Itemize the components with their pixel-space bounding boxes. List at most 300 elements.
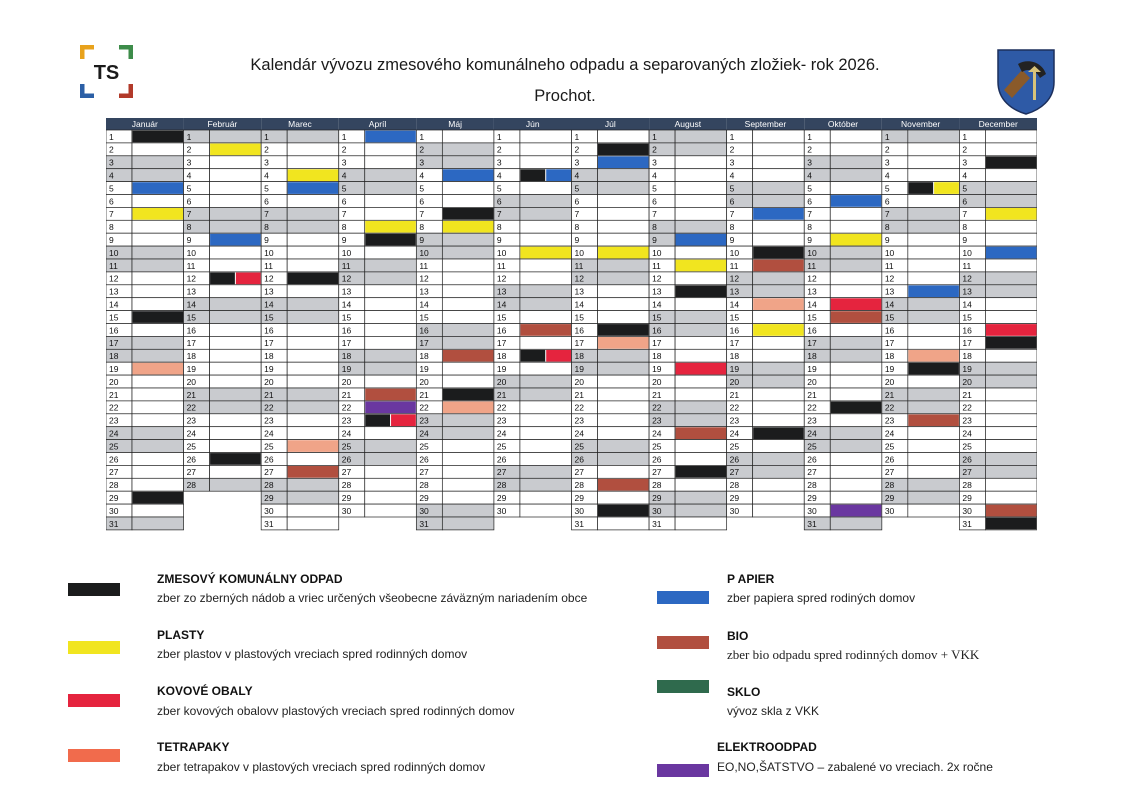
day-collection-cell xyxy=(675,453,727,466)
day-collection-cell xyxy=(520,182,572,195)
day-number: 29 xyxy=(884,493,895,503)
day-collection-cell xyxy=(675,324,727,337)
day-collection-cell xyxy=(753,440,805,453)
day-collection-cell xyxy=(210,349,262,362)
day-number: 11 xyxy=(652,260,661,271)
day-collection-cell xyxy=(908,207,960,220)
legend-title-kovove: KOVOVÉ OBALY xyxy=(157,684,253,698)
day-collection-cell xyxy=(365,143,417,156)
day-number: 30 xyxy=(574,505,584,516)
day-number: 3 xyxy=(807,157,812,168)
day-collection-cell xyxy=(908,169,960,182)
day-collection-cell xyxy=(442,233,494,246)
day-collection-cell xyxy=(210,440,262,453)
collection-mark-zmesovy xyxy=(676,466,727,478)
collection-mark-zmesovy xyxy=(443,389,494,401)
day-collection-cell xyxy=(210,220,262,233)
day-number: 20 xyxy=(341,376,352,387)
day-number: 28 xyxy=(109,480,119,491)
day-collection-cell xyxy=(132,465,184,478)
day-number: 22 xyxy=(186,402,197,413)
day-number: 21 xyxy=(109,389,119,400)
day-number: 18 xyxy=(574,351,584,362)
collection-mark-bio xyxy=(598,479,649,491)
day-number: 25 xyxy=(186,441,197,452)
day-number: 2 xyxy=(962,144,968,155)
month-name: August xyxy=(674,119,702,129)
day-number: 1 xyxy=(186,131,192,142)
day-number: 30 xyxy=(341,505,352,516)
day-collection-cell xyxy=(132,285,184,298)
day-number: 6 xyxy=(419,196,425,207)
day-number: 12 xyxy=(109,273,119,284)
day-collection-cell xyxy=(287,156,339,169)
day-number: 31 xyxy=(109,518,119,529)
day-collection-cell xyxy=(210,414,262,427)
day-collection-cell xyxy=(830,259,882,272)
day-collection-cell xyxy=(985,453,1037,466)
day-number: 14 xyxy=(962,299,972,310)
day-collection-cell xyxy=(908,130,960,143)
day-number: 31 xyxy=(652,518,662,529)
day-collection-cell xyxy=(287,259,339,272)
day-collection-cell xyxy=(287,298,339,311)
day-collection-cell xyxy=(365,195,417,208)
day-number: 18 xyxy=(109,351,119,362)
day-number: 6 xyxy=(962,196,968,207)
collection-mark-papier xyxy=(986,247,1037,259)
day-collection-cell xyxy=(365,453,417,466)
day-collection-cell xyxy=(287,143,339,156)
day-collection-cell xyxy=(132,156,184,169)
day-collection-cell xyxy=(287,375,339,388)
day-collection-cell xyxy=(365,349,417,362)
day-number: 23 xyxy=(729,415,740,426)
day-number: 28 xyxy=(574,480,584,491)
day-number: 4 xyxy=(652,170,657,181)
day-number: 13 xyxy=(807,286,817,297)
collection-mark-kovove xyxy=(831,298,882,310)
day-number: 25 xyxy=(807,441,817,452)
day-number: 30 xyxy=(962,505,972,516)
day-number: 17 xyxy=(962,338,972,349)
day-number: 22 xyxy=(419,402,429,413)
day-number: 1 xyxy=(341,131,347,142)
day-collection-cell xyxy=(442,336,494,349)
day-collection-cell xyxy=(442,414,494,427)
day-number: 28 xyxy=(341,480,352,491)
day-collection-cell xyxy=(830,349,882,362)
day-number: 28 xyxy=(884,480,895,491)
day-collection-cell xyxy=(442,156,494,169)
day-collection-cell xyxy=(132,440,184,453)
day-number: 4 xyxy=(496,170,502,181)
day-collection-cell xyxy=(753,285,805,298)
day-number: 11 xyxy=(419,260,429,271)
collection-mark-zmesovy xyxy=(753,247,804,259)
day-number: 9 xyxy=(186,235,192,245)
day-number: 16 xyxy=(341,325,352,336)
collection-mark-zmesovy xyxy=(443,208,494,220)
day-number: 6 xyxy=(884,196,890,207)
day-collection-cell xyxy=(287,285,339,298)
day-number: 16 xyxy=(186,325,197,336)
day-collection-cell xyxy=(908,388,960,401)
day-number: 15 xyxy=(807,312,817,323)
day-number: 11 xyxy=(341,260,351,271)
day-collection-cell xyxy=(210,311,262,324)
day-number: 19 xyxy=(186,364,197,374)
day-collection-cell xyxy=(442,478,494,491)
day-collection-cell xyxy=(908,311,960,324)
day-number: 9 xyxy=(574,235,580,245)
day-collection-cell xyxy=(985,169,1037,182)
day-number: 1 xyxy=(729,131,735,142)
day-collection-cell xyxy=(132,169,184,182)
day-number: 20 xyxy=(574,376,584,387)
day-collection-cell xyxy=(985,491,1037,504)
day-collection-cell xyxy=(675,207,727,220)
day-collection-cell xyxy=(908,156,960,169)
collection-mark-zmesovy xyxy=(288,273,339,285)
day-number: 1 xyxy=(652,131,657,142)
collection-mark-bio xyxy=(443,350,494,362)
day-collection-cell xyxy=(985,195,1037,208)
day-number: 5 xyxy=(186,183,192,194)
day-collection-cell xyxy=(598,440,650,453)
day-number: 11 xyxy=(109,260,118,271)
day-collection-cell xyxy=(830,440,882,453)
day-number: 26 xyxy=(264,454,274,465)
collection-mark-papier xyxy=(753,208,804,220)
day-number: 27 xyxy=(419,467,429,478)
day-number: 9 xyxy=(419,235,425,245)
collection-mark-zmesovy xyxy=(831,402,882,414)
month-name: Január xyxy=(131,119,158,129)
day-collection-cell xyxy=(908,220,960,233)
day-number: 7 xyxy=(574,209,580,220)
day-number: 2 xyxy=(419,144,425,155)
day-collection-cell xyxy=(753,478,805,491)
day-number: 10 xyxy=(807,247,817,258)
day-number: 23 xyxy=(884,415,895,426)
day-number: 18 xyxy=(186,351,197,362)
day-number: 10 xyxy=(264,247,274,258)
day-number: 29 xyxy=(729,493,740,503)
day-number: 10 xyxy=(729,247,740,258)
day-collection-cell xyxy=(210,362,262,375)
day-collection-cell xyxy=(985,478,1037,491)
day-number: 23 xyxy=(419,415,429,426)
day-collection-cell xyxy=(287,349,339,362)
day-number: 21 xyxy=(496,389,507,400)
day-number: 4 xyxy=(962,170,968,181)
ts-logo xyxy=(80,45,133,98)
day-number: 7 xyxy=(729,209,735,220)
day-collection-cell xyxy=(520,388,572,401)
day-number: 5 xyxy=(496,183,502,194)
day-collection-cell xyxy=(132,388,184,401)
day-number: 3 xyxy=(341,157,347,168)
day-collection-cell xyxy=(598,517,650,530)
day-collection-cell xyxy=(365,375,417,388)
collection-mark-zmesovy xyxy=(676,285,727,297)
day-collection-cell xyxy=(442,465,494,478)
day-number: 28 xyxy=(186,480,197,491)
day-collection-cell xyxy=(287,427,339,440)
day-collection-cell xyxy=(908,324,960,337)
day-number: 5 xyxy=(884,183,890,194)
day-collection-cell xyxy=(132,259,184,272)
day-number: 15 xyxy=(729,312,740,323)
day-collection-cell xyxy=(442,517,494,530)
legend-title-sklo: SKLO xyxy=(727,685,761,699)
day-collection-cell xyxy=(985,401,1037,414)
day-collection-cell xyxy=(442,272,494,285)
day-number: 22 xyxy=(807,402,817,413)
day-collection-cell xyxy=(287,311,339,324)
day-number: 31 xyxy=(962,518,972,529)
collection-mark-papier xyxy=(546,169,571,181)
day-collection-cell xyxy=(753,336,805,349)
day-collection-cell xyxy=(210,298,262,311)
day-number: 28 xyxy=(264,480,274,491)
day-collection-cell xyxy=(675,156,727,169)
day-number: 10 xyxy=(962,247,972,258)
day-number: 31 xyxy=(419,518,429,529)
day-collection-cell xyxy=(675,272,727,285)
day-number: 8 xyxy=(186,222,192,233)
day-collection-cell xyxy=(287,388,339,401)
day-collection-cell xyxy=(675,375,727,388)
day-number: 25 xyxy=(962,441,972,452)
day-collection-cell xyxy=(908,491,960,504)
day-number: 25 xyxy=(574,441,584,452)
day-collection-cell xyxy=(210,195,262,208)
day-collection-cell xyxy=(985,375,1037,388)
day-number: 2 xyxy=(496,144,502,155)
day-collection-cell xyxy=(210,169,262,182)
collection-mark-plasty xyxy=(676,260,727,272)
day-number: 17 xyxy=(419,338,429,349)
day-collection-cell xyxy=(132,401,184,414)
day-number: 18 xyxy=(419,351,429,362)
day-number: 29 xyxy=(652,493,662,503)
day-collection-cell xyxy=(675,401,727,414)
month-name: Jún xyxy=(525,119,540,129)
day-number: 9 xyxy=(109,235,114,245)
day-number: 7 xyxy=(652,209,657,220)
day-number: 24 xyxy=(574,428,584,439)
day-number: 5 xyxy=(574,183,580,194)
day-number: 17 xyxy=(109,338,119,349)
collection-mark-plasty xyxy=(520,247,571,259)
day-number: 31 xyxy=(264,518,274,529)
day-collection-cell xyxy=(520,272,572,285)
day-number: 11 xyxy=(884,260,894,271)
day-number: 2 xyxy=(264,144,269,155)
day-collection-cell xyxy=(753,182,805,195)
collection-mark-plasty xyxy=(831,234,882,246)
day-number: 26 xyxy=(729,454,740,465)
collection-mark-zmesovy xyxy=(210,273,235,285)
day-number: 7 xyxy=(962,209,968,220)
day-collection-cell xyxy=(365,156,417,169)
day-collection-cell xyxy=(132,349,184,362)
day-number: 24 xyxy=(807,428,817,439)
day-number: 26 xyxy=(419,454,429,465)
day-collection-cell xyxy=(132,233,184,246)
day-number: 29 xyxy=(574,493,584,503)
collection-mark-zmesovy xyxy=(598,324,649,336)
day-number: 4 xyxy=(341,170,347,181)
day-collection-cell xyxy=(908,272,960,285)
day-collection-cell xyxy=(675,440,727,453)
collection-mark-zmesovy xyxy=(986,518,1037,530)
day-number: 14 xyxy=(109,299,119,310)
day-collection-cell xyxy=(598,375,650,388)
day-number: 18 xyxy=(729,351,740,362)
day-collection-cell xyxy=(365,324,417,337)
day-collection-cell xyxy=(908,453,960,466)
logo-text: TS xyxy=(93,62,120,84)
legend-title-plasty: PLASTY xyxy=(157,628,205,642)
day-number: 24 xyxy=(729,428,740,439)
day-number: 17 xyxy=(496,338,507,349)
day-number: 11 xyxy=(962,260,972,271)
day-collection-cell xyxy=(830,336,882,349)
day-number: 16 xyxy=(729,325,740,336)
day-collection-cell xyxy=(985,465,1037,478)
day-number: 21 xyxy=(341,389,352,400)
day-number: 2 xyxy=(807,144,812,155)
day-collection-cell xyxy=(210,324,262,337)
day-number: 7 xyxy=(109,209,114,220)
collection-mark-zmesovy xyxy=(520,169,545,181)
day-number: 5 xyxy=(962,183,968,194)
day-number: 27 xyxy=(884,467,895,478)
day-collection-cell xyxy=(675,504,727,517)
day-collection-cell xyxy=(830,156,882,169)
day-number: 2 xyxy=(652,144,657,155)
day-number: 17 xyxy=(574,338,584,349)
legend-swatch-zmesovy xyxy=(68,583,120,596)
day-number: 9 xyxy=(962,235,968,245)
collection-mark-papier xyxy=(908,285,959,297)
day-number: 13 xyxy=(574,286,584,297)
day-number: 8 xyxy=(884,222,890,233)
collection-calendar xyxy=(106,118,1037,534)
day-number: 23 xyxy=(962,415,972,426)
day-collection-cell xyxy=(442,195,494,208)
collection-mark-plasty xyxy=(598,247,649,259)
day-collection-cell xyxy=(287,220,339,233)
day-collection-cell xyxy=(210,207,262,220)
month-name: Máj xyxy=(448,119,462,129)
day-number: 14 xyxy=(729,299,740,310)
day-collection-cell xyxy=(598,233,650,246)
day-collection-cell xyxy=(830,517,882,530)
day-number: 22 xyxy=(264,402,274,413)
day-collection-cell xyxy=(442,504,494,517)
day-collection-cell xyxy=(287,246,339,259)
day-number: 16 xyxy=(574,325,584,336)
day-number: 8 xyxy=(496,222,502,233)
day-collection-cell xyxy=(830,465,882,478)
day-collection-cell xyxy=(520,491,572,504)
day-collection-cell xyxy=(442,298,494,311)
day-number: 3 xyxy=(496,157,502,168)
day-number: 20 xyxy=(962,376,972,387)
day-collection-cell xyxy=(598,427,650,440)
day-number: 13 xyxy=(109,286,119,297)
day-collection-cell xyxy=(675,414,727,427)
day-number: 23 xyxy=(186,415,197,426)
day-number: 23 xyxy=(574,415,584,426)
day-collection-cell xyxy=(598,491,650,504)
day-collection-cell xyxy=(210,182,262,195)
day-number: 12 xyxy=(652,273,662,284)
day-number: 22 xyxy=(109,402,119,413)
day-number: 12 xyxy=(729,273,740,284)
day-number: 8 xyxy=(264,222,269,233)
day-collection-cell xyxy=(830,169,882,182)
legend-desc-tetrapaky: zber tetrapakov v plastových vreciach spred rodinných domov xyxy=(157,760,486,774)
legend-desc-elektro: EO,NO,ŠATSTVO – zabalené vo vreciach. 2x ročne xyxy=(717,760,993,774)
day-number: 25 xyxy=(729,441,740,452)
day-number: 29 xyxy=(962,493,972,503)
legend-swatch-tetrapaky xyxy=(68,749,120,762)
collection-mark-zmesovy xyxy=(908,363,959,375)
day-number: 11 xyxy=(186,260,196,271)
day-collection-cell xyxy=(598,311,650,324)
day-number: 24 xyxy=(652,428,662,439)
day-number: 13 xyxy=(729,286,740,297)
day-collection-cell xyxy=(442,182,494,195)
month-name: Október xyxy=(827,119,859,129)
day-number: 12 xyxy=(186,273,197,284)
day-number: 21 xyxy=(884,389,895,400)
day-number: 5 xyxy=(419,183,425,194)
day-number: 26 xyxy=(962,454,972,465)
day-number: 7 xyxy=(419,209,425,220)
legend-title-bio: BIO xyxy=(727,629,749,643)
day-number: 4 xyxy=(807,170,812,181)
collection-mark-kovove xyxy=(391,414,416,426)
day-collection-cell xyxy=(830,207,882,220)
day-number: 31 xyxy=(574,518,584,529)
day-number: 22 xyxy=(652,402,662,413)
day-collection-cell xyxy=(520,298,572,311)
day-collection-cell xyxy=(908,401,960,414)
day-number: 22 xyxy=(496,402,507,413)
day-number: 26 xyxy=(574,454,584,465)
day-collection-cell xyxy=(830,375,882,388)
legend-desc-papier: zber papiera spred rodiných domov xyxy=(727,591,916,605)
page-subtitle: Prochot. xyxy=(534,87,596,105)
day-number: 6 xyxy=(264,196,269,207)
day-number: 27 xyxy=(962,467,972,478)
day-collection-cell xyxy=(132,517,184,530)
day-number: 28 xyxy=(962,480,972,491)
day-collection-cell xyxy=(520,130,572,143)
day-number: 28 xyxy=(729,480,740,491)
day-number: 6 xyxy=(807,196,812,207)
day-number: 17 xyxy=(264,338,274,349)
day-collection-cell xyxy=(830,246,882,259)
collection-mark-plasty xyxy=(443,221,494,233)
day-number: 7 xyxy=(264,209,269,220)
